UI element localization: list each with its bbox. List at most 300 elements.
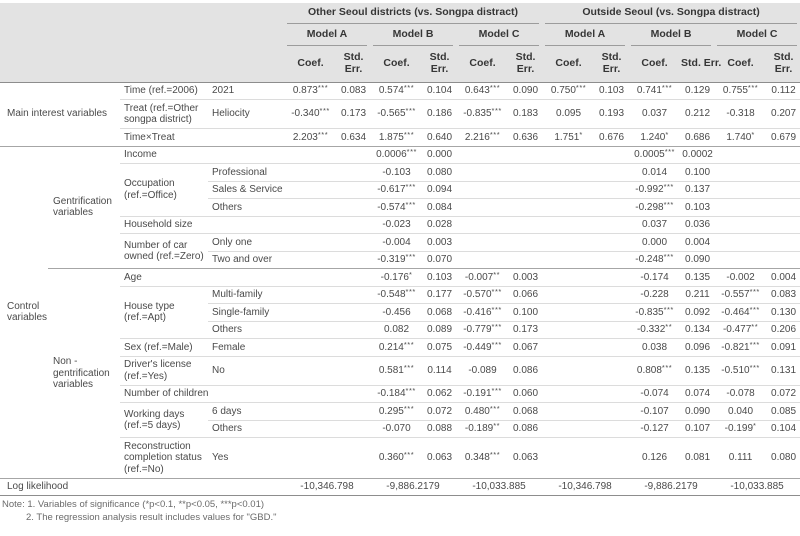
- stderr-cell: [337, 216, 370, 234]
- significance-stars: ***: [663, 252, 674, 261]
- stderr-cell: 0.004: [767, 269, 800, 287]
- category-cell: Heliocity: [208, 100, 284, 129]
- stderr-cell: [337, 146, 370, 164]
- coef-cell: [284, 199, 337, 217]
- stderr-cell: [595, 403, 628, 421]
- coef-cell: -0.174: [628, 269, 681, 287]
- stderr-cell: 0.086: [509, 356, 542, 385]
- stderr-cell: 0.131: [767, 356, 800, 385]
- stderr-cell: 0.193: [595, 100, 628, 129]
- coef-cell: [542, 385, 595, 403]
- stderr-cell: 0.634: [337, 129, 370, 147]
- group-cell: Control variables: [0, 146, 48, 478]
- coef-cell: -0.449***: [456, 339, 509, 357]
- coef-cell: [284, 251, 337, 269]
- log-likelihood-value: -10,033.885: [714, 478, 800, 496]
- coef-cell: [542, 199, 595, 217]
- group-label: Other Seoul districts (vs. Songpa distract): [308, 6, 519, 19]
- stderr-cell: [767, 146, 800, 164]
- header-empty-cell: [0, 3, 284, 24]
- coef-cell: 1.740*: [714, 129, 767, 147]
- coef-cell: [542, 321, 595, 339]
- coef-cell: 0.214***: [370, 339, 423, 357]
- stderr-cell: 0.085: [767, 403, 800, 421]
- coef-cell: -0.319***: [370, 251, 423, 269]
- coef-header: Coef.: [383, 56, 410, 69]
- stderr-cell: 0.086: [509, 420, 542, 438]
- stderr-header: Std. Err.: [601, 50, 622, 75]
- significance-stars: *: [665, 129, 669, 139]
- coef-cell: [542, 181, 595, 199]
- significance-stars: ***: [403, 83, 415, 92]
- stderr-cell: 0.062: [423, 385, 456, 403]
- coef-cell: [542, 286, 595, 304]
- category-cell: 6 days: [208, 403, 284, 421]
- note-line-1: Note: 1. Variables of significance (*p<0.1, **p<0.05, ***p<0.01): [2, 499, 265, 510]
- stderr-cell: [337, 269, 370, 287]
- stderr-cell: [595, 164, 628, 182]
- significance-stars: ***: [663, 182, 674, 191]
- significance-stars: ***: [403, 129, 415, 139]
- coef-cell: -0.191***: [456, 385, 509, 403]
- coef-cell: [542, 164, 595, 182]
- coef-cell: 0.095: [542, 100, 595, 129]
- stderr-cell: 0.068: [423, 304, 456, 322]
- category-cell: Two and over: [208, 251, 284, 269]
- significance-stars: ***: [491, 106, 502, 116]
- significance-stars: ***: [661, 83, 673, 92]
- stderr-cell: [595, 234, 628, 252]
- stderr-cell: [509, 199, 542, 217]
- significance-stars: ***: [663, 304, 674, 314]
- stderr-cell: 0.096: [681, 339, 714, 357]
- significance-stars: ***: [405, 199, 416, 209]
- stderr-cell: 0.036: [681, 216, 714, 234]
- coef-cell: [542, 339, 595, 357]
- variable-cell: Number of children: [120, 385, 284, 403]
- stderr-cell: 0.207: [767, 100, 800, 129]
- coef-cell: -0.574***: [370, 199, 423, 217]
- log-likelihood-value: -9,886.2179: [628, 478, 714, 496]
- significance-stars: **: [493, 269, 501, 279]
- stderr-cell: 0.090: [513, 85, 539, 96]
- significance-stars: ***: [575, 83, 587, 92]
- stderr-cell: 0.072: [423, 403, 456, 421]
- stderr-cell: [595, 181, 628, 199]
- significance-stars: ***: [405, 182, 416, 191]
- stderr-cell: [595, 304, 628, 322]
- coef-cell: [714, 181, 767, 199]
- significance-stars: ***: [749, 304, 760, 314]
- stderr-cell: 0.640: [423, 129, 456, 147]
- coef-cell: -0.103: [370, 164, 423, 182]
- model-label: Model C: [736, 28, 778, 41]
- coef-cell: -0.456: [370, 304, 423, 322]
- coef-cell: -0.835***: [456, 100, 509, 129]
- subgroup-cell: Gentrification variables: [48, 146, 120, 269]
- stderr-cell: 0.130: [767, 304, 800, 322]
- stderr-cell: 0.107: [681, 420, 714, 438]
- coef-cell: -0.228: [628, 286, 681, 304]
- coef-cell: -0.107: [628, 403, 681, 421]
- significance-stars: ***: [749, 362, 760, 372]
- stderr-cell: 0.083: [767, 286, 800, 304]
- stderr-header: Std. Err.: [429, 50, 450, 75]
- stderr-cell: [337, 339, 370, 357]
- significance-stars: ***: [405, 386, 416, 395]
- stderr-cell: 0.090: [681, 251, 714, 269]
- stderr-cell: [767, 164, 800, 182]
- model-header: [456, 24, 542, 46]
- stderr-cell: 0.100: [509, 304, 542, 322]
- coef-cell: [456, 146, 509, 164]
- coef-cell: [456, 251, 509, 269]
- stderr-cell: [595, 356, 628, 385]
- variable-cell: Sex (ref.=Male): [120, 339, 208, 357]
- stderr-cell: 0.134: [681, 321, 714, 339]
- stderr-cell: [595, 146, 628, 164]
- coef-cell: -0.565***: [370, 100, 423, 129]
- coef-cell: -0.298***: [628, 199, 681, 217]
- stderr-cell: [509, 216, 542, 234]
- coef-cell: 0.480***: [456, 403, 509, 421]
- header-group-row: [0, 3, 800, 24]
- stderr-cell: 0.004: [681, 234, 714, 252]
- stderr-cell: 0.676: [595, 129, 628, 147]
- log-likelihood-value: -10,346.798: [542, 478, 628, 496]
- significance-stars: **: [665, 322, 673, 331]
- note-line-2: 2. The regression analysis result includes values for "GBD.": [26, 511, 277, 523]
- stderr-cell: 0.104: [426, 85, 453, 96]
- category-cell: Others: [208, 321, 284, 339]
- significance-stars: ***: [491, 339, 502, 349]
- variable-cell: Number of car owned (ref.=Zero): [120, 234, 208, 269]
- stderr-cell: 0.060: [509, 385, 542, 403]
- coef-header: Coef.: [555, 56, 582, 69]
- coef-cell: 0.014: [628, 164, 681, 182]
- stderr-cell: 0.080: [423, 164, 456, 182]
- stderr-cell: [767, 234, 800, 252]
- coef-cell: 0.755***: [722, 83, 759, 96]
- stderr-cell: [767, 181, 800, 199]
- coef-cell: 1.751*: [542, 129, 595, 147]
- coef-cell: [284, 438, 337, 479]
- stderr-cell: 0.063: [509, 438, 542, 479]
- category-cell: Female: [208, 339, 284, 357]
- coef-cell: -0.004: [370, 234, 423, 252]
- coef-cell: 0.643***: [464, 83, 501, 96]
- significance-stars: ***: [406, 147, 417, 156]
- stderr-cell: 0.173: [337, 100, 370, 129]
- coef-cell: -0.318: [714, 100, 767, 129]
- stderr-cell: 0.070: [423, 251, 456, 269]
- coef-cell: [542, 304, 595, 322]
- stderr-cell: 0.075: [423, 339, 456, 357]
- category-cell: Multi-family: [208, 286, 284, 304]
- stderr-cell: 0.081: [681, 438, 714, 479]
- category-cell: Others: [208, 420, 284, 438]
- stderr-cell: 0.206: [767, 321, 800, 339]
- coef-cell: -0.464***: [714, 304, 767, 322]
- significance-stars: ***: [489, 83, 501, 92]
- coef-cell: -0.070: [370, 420, 423, 438]
- stderr-cell: [337, 356, 370, 385]
- coef-cell: 0.037: [628, 216, 681, 234]
- coef-cell: 0.082: [370, 321, 423, 339]
- coef-cell: [542, 438, 595, 479]
- significance-stars: *: [751, 129, 755, 139]
- coef-cell: [542, 251, 595, 269]
- table-row: [0, 339, 800, 357]
- stderr-cell: [509, 146, 542, 164]
- coef-cell: -0.477**: [714, 321, 767, 339]
- significance-stars: ***: [491, 304, 502, 314]
- coef-cell: [714, 199, 767, 217]
- stderr-cell: [337, 234, 370, 252]
- model-header: [370, 24, 456, 46]
- table-row: [0, 385, 800, 403]
- significance-stars: ***: [403, 339, 415, 349]
- stderr-cell: [337, 199, 370, 217]
- coef-cell: [284, 181, 337, 199]
- stderr-cell: 0.088: [423, 420, 456, 438]
- coef-cell: 1.875***: [370, 129, 423, 147]
- coef-header: Coef.: [641, 56, 668, 69]
- stderr-cell: 0.636: [509, 129, 542, 147]
- significance-stars: ***: [489, 129, 501, 139]
- coef-cell: [284, 420, 337, 438]
- coef-cell: -0.023: [370, 216, 423, 234]
- significance-stars: **: [751, 322, 759, 331]
- stderr-cell: [595, 339, 628, 357]
- stderr-cell: 0.080: [767, 438, 800, 479]
- coef-cell: [714, 251, 767, 269]
- column-group-header-other-seoul: [284, 3, 542, 24]
- significance-stars: ***: [491, 386, 502, 395]
- category-cell: No: [208, 356, 284, 385]
- column-group-header-outside-seoul: [542, 3, 800, 24]
- log-likelihood-label: Log likelihood: [0, 478, 284, 496]
- coef-cell: -0.189**: [456, 420, 509, 438]
- stderr-cell: [767, 199, 800, 217]
- significance-stars: ***: [661, 362, 673, 372]
- coef-cell: 0.0005***: [628, 146, 681, 164]
- coef-cell: -0.007**: [456, 269, 509, 287]
- coef-cell: [284, 403, 337, 421]
- coef-cell: 0.808***: [628, 356, 681, 385]
- category-cell: Yes: [208, 438, 284, 479]
- model-label: Model B: [392, 28, 434, 41]
- stderr-cell: 0.003: [423, 234, 456, 252]
- stderr-cell: 0.137: [681, 181, 714, 199]
- coef-cell: 0.750***: [550, 83, 587, 96]
- stderr-header: Std. Err.: [773, 50, 794, 75]
- coef-cell: [456, 216, 509, 234]
- stderr-cell: 0.089: [423, 321, 456, 339]
- significance-stars: ***: [403, 362, 415, 372]
- stderr-cell: [509, 164, 542, 182]
- model-label: Model B: [650, 28, 692, 41]
- results-table-body: [0, 82, 800, 496]
- coef-cell: [714, 146, 767, 164]
- table-row: [0, 129, 800, 147]
- coef-cell: 0.038: [628, 339, 681, 357]
- variable-cell: Income: [120, 146, 284, 164]
- stderr-cell: [767, 216, 800, 234]
- coef-cell: 2.203***: [284, 129, 337, 147]
- stderr-cell: 0.092: [681, 304, 714, 322]
- stderr-cell: 0.091: [767, 339, 800, 357]
- significance-stars: ***: [317, 129, 329, 139]
- header-model-row: [0, 24, 800, 46]
- table-notes: [0, 496, 800, 524]
- coef-cell: [456, 181, 509, 199]
- stderr-cell: 0.135: [681, 356, 714, 385]
- coef-cell: -0.548***: [370, 286, 423, 304]
- coef-cell: -0.992***: [628, 181, 681, 199]
- coef-cell: 0.126: [628, 438, 681, 479]
- coef-cell: [714, 216, 767, 234]
- coef-cell: 0.111: [714, 438, 767, 479]
- variable-cell: House type (ref.=Apt): [120, 286, 208, 339]
- stderr-cell: 0.072: [767, 385, 800, 403]
- table-row: [0, 286, 800, 304]
- stderr-cell: [595, 321, 628, 339]
- variable-cell: Occupation (ref.=Office): [120, 164, 208, 217]
- variable-cell: Driver's license (ref.=Yes): [120, 356, 208, 385]
- coef-header: Coef.: [727, 56, 754, 69]
- variable-cell: Age: [120, 269, 284, 287]
- stderr-cell: 0.067: [509, 339, 542, 357]
- coef-cell: [284, 356, 337, 385]
- significance-stars: ***: [317, 83, 329, 92]
- table-row: [0, 234, 800, 252]
- coef-cell: 0.040: [714, 403, 767, 421]
- coef-cell: [542, 356, 595, 385]
- variable-cell: Time (ref.=2006): [124, 85, 198, 96]
- significance-stars: ***: [491, 322, 502, 331]
- coef-cell: -0.416***: [456, 304, 509, 322]
- coef-cell: -0.570***: [456, 286, 509, 304]
- model-label: Model A: [564, 28, 606, 41]
- stderr-cell: 0.114: [423, 356, 456, 385]
- coef-cell: [542, 420, 595, 438]
- category-cell: Others: [208, 199, 284, 217]
- coef-cell: [284, 385, 337, 403]
- stderr-cell: 0.090: [681, 403, 714, 421]
- coef-cell: [542, 269, 595, 287]
- table-row: [0, 164, 800, 182]
- stderr-cell: 0.028: [423, 216, 456, 234]
- stderr-cell: 0.063: [423, 438, 456, 479]
- stderr-cell: 0.084: [423, 199, 456, 217]
- table-row: [0, 356, 800, 385]
- coef-cell: -0.184***: [370, 385, 423, 403]
- stderr-cell: 0.083: [340, 85, 367, 96]
- variable-cell: Time×Treat: [120, 129, 284, 147]
- coef-cell: -0.557***: [714, 286, 767, 304]
- stderr-cell: 0.0002: [681, 146, 714, 164]
- coef-cell: [542, 403, 595, 421]
- significance-stars: *: [579, 129, 583, 139]
- stderr-cell: 0.686: [681, 129, 714, 147]
- coef-cell: [284, 339, 337, 357]
- coef-cell: -0.074: [628, 385, 681, 403]
- significance-stars: ***: [747, 83, 759, 92]
- coef-cell: 0.873***: [292, 83, 329, 96]
- stderr-cell: [509, 251, 542, 269]
- coef-cell: -0.510***: [714, 356, 767, 385]
- table-row: [0, 216, 800, 234]
- coef-cell: [284, 146, 337, 164]
- coef-cell: [456, 234, 509, 252]
- stderr-cell: 0.094: [423, 181, 456, 199]
- coef-cell: 0.0006***: [370, 146, 423, 164]
- model-label: Model C: [478, 28, 520, 41]
- significance-stars: ***: [319, 106, 330, 116]
- stderr-cell: [509, 234, 542, 252]
- stderr-cell: 0.183: [509, 100, 542, 129]
- group-label: Outside Seoul (vs. Songpa distract): [582, 6, 760, 19]
- stderr-cell: [595, 216, 628, 234]
- stderr-cell: [595, 199, 628, 217]
- coef-cell: 0.741***: [636, 83, 673, 96]
- table-header: [0, 3, 800, 82]
- coef-cell: [284, 304, 337, 322]
- coef-cell: 0.360***: [370, 438, 423, 479]
- stderr-cell: 0.679: [767, 129, 800, 147]
- subgroup-cell: Non -gentrification variables: [48, 269, 120, 479]
- category-cell: Sales & Service: [208, 181, 284, 199]
- coef-cell: -0.248***: [628, 251, 681, 269]
- log-likelihood-value: -10,033.885: [456, 478, 542, 496]
- category-cell: Professional: [208, 164, 284, 182]
- stderr-cell: [337, 321, 370, 339]
- coef-cell: [542, 234, 595, 252]
- stderr-cell: 0.103: [681, 199, 714, 217]
- stderr-cell: [767, 251, 800, 269]
- coef-cell: -0.089: [456, 356, 509, 385]
- model-label: Model A: [306, 28, 348, 41]
- coef-cell: -0.779***: [456, 321, 509, 339]
- regression-results-table: [0, 3, 800, 496]
- stderr-cell: 0.112: [771, 85, 796, 96]
- stderr-cell: 0.173: [509, 321, 542, 339]
- model-header: [714, 24, 800, 46]
- significance-stars: ***: [403, 450, 415, 459]
- model-header: [542, 24, 628, 46]
- stderr-cell: 0.135: [681, 269, 714, 287]
- stderr-cell: 0.129: [685, 85, 711, 96]
- significance-stars: ***: [489, 450, 501, 459]
- variable-cell: Reconstruction completion status (ref.=No): [120, 438, 208, 479]
- stderr-cell: 0.074: [681, 385, 714, 403]
- stderr-cell: [337, 181, 370, 199]
- stderr-cell: 0.103: [599, 85, 625, 96]
- stderr-cell: 0.066: [509, 286, 542, 304]
- significance-stars: ***: [749, 339, 760, 349]
- stderr-cell: 0.104: [767, 420, 800, 438]
- coef-cell: -0.835***: [628, 304, 681, 322]
- stderr-cell: [595, 438, 628, 479]
- stderr-cell: [337, 304, 370, 322]
- coef-cell: 0.348***: [456, 438, 509, 479]
- stderr-cell: [337, 403, 370, 421]
- table-row: [0, 438, 800, 479]
- coef-cell: -0.127: [628, 420, 681, 438]
- significance-stars: ***: [405, 252, 416, 261]
- stderr-cell: [595, 385, 628, 403]
